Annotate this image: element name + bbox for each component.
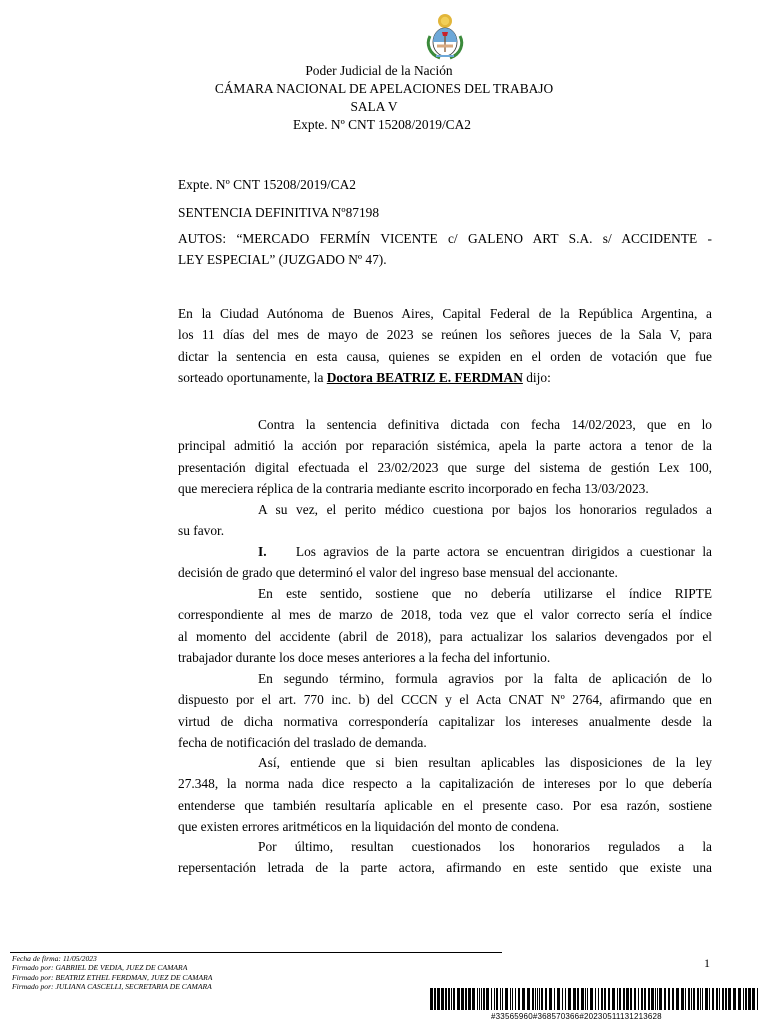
barcode-bar: [676, 988, 679, 1010]
barcode-bar: [437, 988, 440, 1010]
coat-of-arms-emblem: [424, 12, 466, 60]
barcode-bar: [461, 988, 464, 1010]
barcode-bar: [568, 988, 571, 1010]
barcode-bar: [601, 988, 603, 1010]
paragraph-line: los 11 días del mes de mayo de 2023 se reúnen los señores jueces de la Sala V, para: [178, 327, 712, 343]
paragraph-line: fecha de notificación del traslado de demanda.: [178, 735, 427, 751]
barcode-bar: [748, 988, 751, 1010]
header-expte: Expte. Nº CNT 15208/2019/CA2: [293, 117, 471, 132]
barcode-bar: [738, 988, 741, 1010]
barcode-bar: [685, 988, 686, 1010]
header-court: CÁMARA NACIONAL DE APELACIONES DEL TRABAJO: [214, 81, 554, 96]
barcode-bar: [608, 988, 610, 1010]
barcode-bar: [510, 988, 511, 1010]
barcode-bar: [481, 988, 482, 1010]
barcode-bar: [719, 988, 720, 1010]
paragraph-line: dictar la sentencia en esta causa, quienes se expiden en el orden de votación que fue: [178, 348, 712, 364]
case-caption-line: LEY ESPECIAL” (JUZGADO Nº 47).: [178, 252, 387, 268]
barcode-bar: [617, 988, 618, 1010]
case-caption: [178, 228, 712, 271]
barcode-bar: [465, 988, 467, 1010]
case-expte: Expte. Nº CNT 15208/2019/CA2: [178, 177, 356, 192]
paragraph-text: Los agravios de la parte actora se encuentran dirigidos a cuestionar la: [295, 544, 712, 559]
paragraph-line: [178, 367, 712, 388]
barcode-bar: [648, 988, 650, 1010]
barcode-bar: [483, 988, 485, 1010]
barcode-bar: [500, 988, 501, 1010]
barcode-bar: [494, 988, 495, 1010]
barcode-bar: [527, 988, 530, 1010]
barcode-bar: [709, 988, 710, 1010]
barcode-bar: [434, 988, 436, 1010]
signature-line: Firmado por: JULIANA CASCELLI, SECRETARIA DE CAMARA: [12, 982, 212, 992]
signature-line: Firmado por: BEATRIZ ETHEL FERDMAN, JUEZ DE CAMARA: [12, 972, 213, 982]
signature-date: Fecha de firma: 11/05/2023: [12, 954, 97, 963]
barcode-bar: [477, 988, 478, 1010]
barcode-bar: [655, 988, 656, 1010]
paragraph-line: entenderse que también resultaría aplicable en el presente caso. Por esa razón, sostiene: [178, 797, 712, 813]
sentence-number: SENTENCIA DEFINITIVA Nº87198: [178, 205, 380, 220]
paragraph-line: correspondiente al mes de marzo de 2018, toda vez que el valor correcto sería el índice: [178, 607, 712, 623]
paragraph-line: decisión de grado que determinó el valor del ingreso base mensual del accionante.: [178, 565, 618, 581]
barcode-bar: [585, 988, 586, 1010]
barcode-bar: [634, 988, 636, 1010]
barcode-bar: [537, 988, 538, 1010]
barcode-bar: [630, 988, 632, 1010]
barcode-bar: [448, 988, 450, 1010]
barcode-bar: [626, 988, 629, 1010]
barcode-bar: [522, 988, 525, 1010]
barcode-bar: [716, 988, 718, 1010]
barcode-bar: [479, 988, 480, 1010]
barcode-bar: [535, 988, 536, 1010]
paragraph-line: En la Ciudad Autónoma de Buenos Aires, Capital Federal de la República Argentina, a: [178, 306, 712, 321]
barcode-bar: [587, 988, 588, 1010]
intro-text: sorteado oportunamente, la: [178, 370, 327, 386]
barcode-bar: [565, 988, 566, 1010]
barcode-bar: [430, 988, 433, 1010]
body-paragraph-4: [178, 583, 712, 669]
barcode-bar: [638, 988, 639, 1010]
barcode-bar: [693, 988, 695, 1010]
header-sala: SALA V: [350, 99, 398, 114]
document-header: [0, 62, 768, 134]
barcode-bar: [581, 988, 584, 1010]
barcode-bar: [453, 988, 455, 1010]
paragraph-line: Así, entiende que si bien resultan aplicables las disposiciones de la ley: [258, 755, 712, 770]
body-paragraph-2: [178, 499, 712, 542]
paragraph-line: En este sentido, sostiene que no debería utilizarse el índice RIPTE: [258, 586, 712, 601]
barcode-bar: [472, 988, 475, 1010]
paragraph-line: Contra la sentencia definitiva dictada con fecha 14/02/2023, que en lo: [258, 417, 712, 432]
barcode-bar: [557, 988, 560, 1010]
barcode-bar: [457, 988, 460, 1010]
page-number: 1: [704, 956, 710, 970]
header-institution: Poder Judicial de la Nación: [305, 63, 453, 78]
barcode: [430, 988, 760, 1014]
barcode-bar: [491, 988, 492, 1010]
barcode-bar: [743, 988, 744, 1010]
signature-line: Firmado por: GABRIEL DE VEDIA, JUEZ DE CAMARA: [12, 963, 188, 973]
barcode-bar: [651, 988, 654, 1010]
barcode-bar: [752, 988, 755, 1010]
barcode-bar: [712, 988, 714, 1010]
barcode-number: #33565960#368570366#20230511131213628: [491, 1012, 662, 1021]
barcode-bar: [541, 988, 543, 1010]
barcode-bar: [664, 988, 666, 1010]
footer-divider: [10, 952, 502, 953]
barcode-bar: [549, 988, 552, 1010]
barcode-bar: [657, 988, 658, 1010]
paragraph-line: repersentación letrada de la parte actora, afirmando en este sentido que existe una: [178, 860, 712, 876]
signature-block: [12, 954, 212, 992]
barcode-bar: [545, 988, 547, 1010]
body-paragraph-6: [178, 752, 712, 838]
barcode-bar: [619, 988, 621, 1010]
barcode-bar: [445, 988, 447, 1010]
paragraph-line: presentación digital efectuada el 23/02/2023 que surge del sistema de gestión Lex 100,: [178, 459, 712, 475]
paragraph-line: 27.348, la norma nada dice respecto a la capitalización de intereses por lo que debería: [178, 776, 712, 792]
barcode-bar: [502, 988, 503, 1010]
barcode-bar: [468, 988, 471, 1010]
barcode-bar: [515, 988, 516, 1010]
barcode-bar: [668, 988, 670, 1010]
barcode-bar: [512, 988, 513, 1010]
barcode-bar: [705, 988, 708, 1010]
barcode-bar: [688, 988, 690, 1010]
barcode-bar: [441, 988, 444, 1010]
barcode-bar: [722, 988, 724, 1010]
paragraph-line: al momento del accidente (abril de 2018), para actualizar los salarios devengados por el: [178, 628, 712, 644]
paragraph-line: En segundo término, formula agravios por la falta de aplicación de lo: [258, 671, 712, 686]
paragraph-line: que existen errores aritméticos en la liquidación del monto de condena.: [178, 819, 560, 835]
barcode-bar: [532, 988, 534, 1010]
paragraph-line: principal admitió la acción por reparación sistémica, apela la parte actora a tenor de la: [178, 438, 712, 454]
paragraph-line: [178, 541, 712, 562]
barcode-bar: [539, 988, 540, 1010]
barcode-bar: [644, 988, 646, 1010]
body-paragraph-3: [178, 541, 712, 584]
intro-text: dijo:: [522, 370, 551, 386]
body-paragraph-5: [178, 668, 712, 754]
barcode-bar: [505, 988, 508, 1010]
judge-name: Doctora BEATRIZ E. FERDMAN: [326, 370, 523, 386]
body-paragraph-7: [178, 836, 712, 879]
barcode-bar: [554, 988, 555, 1010]
barcode-bar: [562, 988, 563, 1010]
barcode-bar: [659, 988, 662, 1010]
barcode-bar: [691, 988, 692, 1010]
barcode-bar: [577, 988, 579, 1010]
barcode-bar: [733, 988, 736, 1010]
body-paragraph-1: [178, 414, 712, 500]
barcode-bar: [518, 988, 520, 1010]
barcode-bar: [745, 988, 747, 1010]
barcode-bar: [604, 988, 606, 1010]
barcode-bar: [757, 988, 758, 1010]
paragraph-line: trabajador durante los doce meses anteriores a la fecha del infortunio.: [178, 650, 551, 666]
barcode-bar: [641, 988, 643, 1010]
barcode-bar: [451, 988, 452, 1010]
paragraph-line: virtud de dicha normativa correspondería capitalizar los intereses anualmente desde la: [178, 713, 712, 729]
barcode-bar: [700, 988, 701, 1010]
barcode-bar: [496, 988, 498, 1010]
barcode-bar: [697, 988, 699, 1010]
barcode-bar: [590, 988, 593, 1010]
barcode-bar: [681, 988, 684, 1010]
paragraph-line: dispuesto por el art. 770 inc. b) del CCCN y el Acta CNAT Nº 2764, afirmando que en: [178, 692, 712, 708]
case-caption-line: AUTOS: “MERCADO FERMÍN VICENTE c/ GALENO ART S.A. s/ ACCIDENTE -: [178, 231, 712, 246]
barcode-bar: [672, 988, 674, 1010]
paragraph-line: su favor.: [178, 523, 225, 539]
intro-paragraph: [178, 303, 712, 389]
barcode-bar: [612, 988, 615, 1010]
paragraph-line: A su vez, el perito médico cuestiona por bajos los honorarios regulados a: [258, 502, 712, 517]
barcode-bar: [598, 988, 599, 1010]
barcode-bar: [595, 988, 596, 1010]
paragraph-line: Por último, resultan cuestionados los honorarios regulados a la: [258, 839, 712, 854]
barcode-bar: [486, 988, 489, 1010]
section-number: I.: [258, 544, 267, 559]
barcode-bar: [702, 988, 703, 1010]
barcode-bar: [728, 988, 731, 1010]
barcode-bar: [623, 988, 625, 1010]
paragraph-line: que mereciera réplica de la contraria mediante escrito incorporado en fecha 13/03/2023.: [178, 481, 649, 497]
barcode-bar: [573, 988, 576, 1010]
barcode-bar: [725, 988, 727, 1010]
